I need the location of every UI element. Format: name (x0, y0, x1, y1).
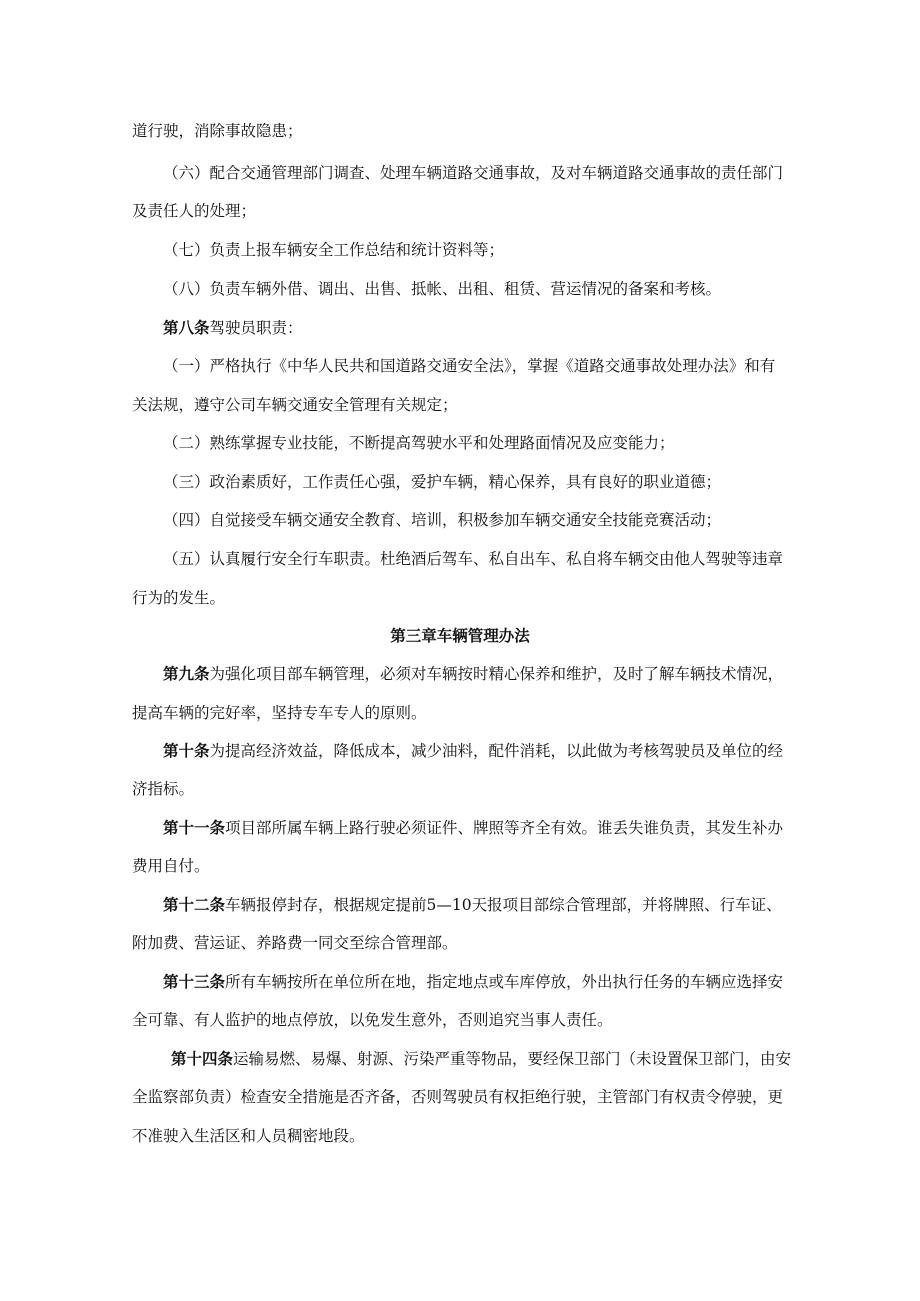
article-8-heading: 第八条 (163, 318, 210, 337)
article-10-text: 为提高经济效益，降低成本，减少油料，配件消耗，以此做为考核驾驶员及单位的经 (209, 742, 784, 760)
article-14-line-3: 不准驶入生活区和人员稠密地段。 (132, 1127, 365, 1145)
article-9-line-1 (132, 664, 802, 684)
article-13-line-2: 全可靠、有人监护的地点停放，以免发生意外，否则追究当事人责任。 (132, 1011, 613, 1029)
item-7: （七）负责上报车辆安全工作总结和统计资料等； (163, 241, 505, 259)
article-8 (132, 318, 802, 338)
duty-1-line-2: 关法规，遵守公司车辆交通安全管理有关规定； (132, 396, 458, 414)
article-14-heading: 第十四条 (171, 1049, 234, 1068)
item-6-line-2: 及责任人的处理； (132, 202, 257, 220)
article-11-line-2: 费用自付。 (132, 857, 210, 875)
chapter-3-title: 第三章车辆管理办法 (390, 626, 530, 645)
article-10-heading: 第十条 (163, 741, 210, 760)
duty-4: （四）自觉接受车辆交通安全教育、培训，积极参加车辆交通安全技能竞赛活动； (163, 511, 722, 529)
article-14-line-2: 全监察部负责）检查安全措施是否齐备，否则驾驶员有权拒绝行驶，主管部门有权责令停驶，更 (132, 1088, 784, 1106)
article-10-line-2: 济指标。 (132, 780, 195, 798)
article-14-line-1 (132, 1049, 802, 1069)
article-10-line-1 (132, 741, 802, 761)
article-11-line-1 (132, 818, 802, 838)
article-13-heading: 第十三条 (163, 972, 226, 991)
article-9-text: 为强化项目部车辆管理，必须对车辆按时精心保养和维护，及时了解车辆技术情况， (209, 665, 784, 683)
article-12-line-1 (132, 895, 802, 915)
duty-5-line-1: （五）认真履行安全行车职责。杜绝酒后驾车、私自出车、私自将车辆交由他人驾驶等违章 (163, 550, 784, 568)
article-12-line-2: 附加费、营运证、养路费一同交至综合管理部。 (132, 934, 458, 952)
duty-5-line-2: 行为的发生。 (132, 589, 226, 607)
article-11-text: 项目部所属车辆上路行驶必须证件、牌照等齐全有效。谁丢失谁负责，其发生补办 (225, 819, 784, 837)
article-14-text: 运输易燃、易爆、射源、污染严重等物品，要经保卫部门（未设置保卫部门，由安 (233, 1050, 792, 1068)
duty-2: （二）熟练掌握专业技能，不断提高驾驶水平和处理路面情况及应变能力； (163, 434, 675, 452)
continued-text: 道行驶，消除事故隐患； (132, 122, 303, 140)
article-8-text: 驾驶员职责： (209, 319, 303, 337)
article-13-line-1 (132, 972, 802, 992)
article-11-heading: 第十一条 (163, 818, 226, 837)
article-9-line-2: 提高车辆的完好率，坚持专车专人的原则。 (132, 704, 427, 722)
article-9-heading: 第九条 (163, 664, 210, 683)
item-8: （八）负责车辆外借、调出、出售、抵帐、出租、租赁、营运情况的备案和考核。 (163, 280, 722, 298)
article-13-text: 所有车辆按所在单位所在地，指定地点或车库停放，外出执行任务的车辆应选择安 (225, 973, 784, 991)
item-6-line-1: （六）配合交通管理部门调查、处理车辆道路交通事故，及对车辆道路交通事故的责任部门 (163, 164, 784, 182)
duty-1-line-1: （一）严格执行《中华人民共和国道路交通安全法》，掌握《道路交通事故处理办法》和有 (163, 357, 776, 375)
duty-3: （三）政治素质好，工作责任心强，爱护车辆，精心保养，具有良好的职业道德； (163, 473, 722, 491)
article-12-heading: 第十二条 (163, 895, 226, 914)
article-12-text: 车辆报停封存，根据规定提前5—10天报项目部综合管理部，并将牌照、行车证、 (225, 896, 782, 914)
